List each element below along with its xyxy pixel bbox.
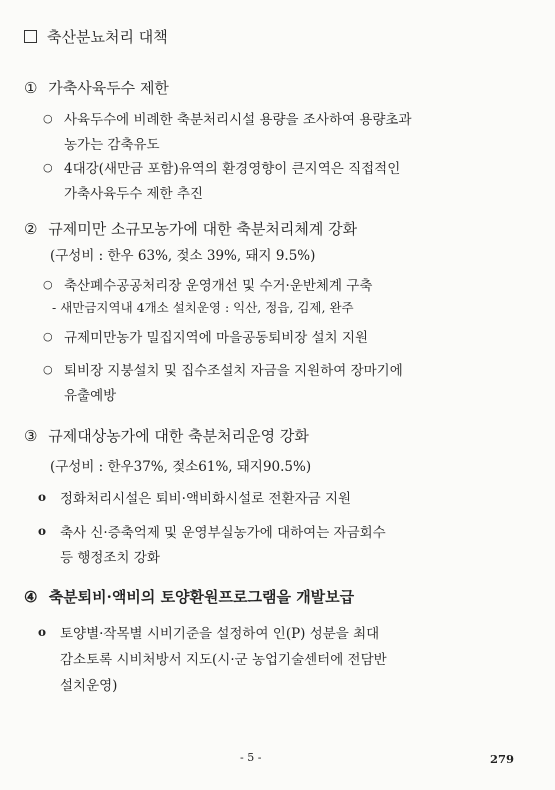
bullet-icon: ○ [43, 278, 53, 291]
bullet-icon: ○ [43, 363, 53, 376]
section-heading-1 [24, 77, 169, 98]
section-number: ① [24, 79, 38, 97]
item-line: 4대강(새만금 포함)유역의 환경영향이 큰지역은 직접적인 [64, 161, 401, 177]
section-heading-2 [24, 218, 357, 239]
bullet-icon: ○ [43, 330, 53, 343]
section-note: (구성비 : 한우37%, 젖소61%, 돼지90.5%) [50, 459, 312, 475]
item-line: 유출예방 [64, 388, 117, 404]
section-heading-text: 축분퇴비·액비의 토양환원프로그램을 개발보급 [48, 588, 355, 606]
checkbox-icon [24, 30, 37, 43]
section-heading-3 [24, 425, 309, 446]
section-heading-text: 규제미만 소규모농가에 대한 축분처리체계 강화 [48, 220, 358, 238]
item-line: 규제미만농가 밀집지역에 마을공동퇴비장 설치 지원 [64, 330, 369, 346]
bullet-icon: o [38, 490, 47, 504]
page-number: 279 [490, 752, 515, 766]
section-note: (구성비 : 한우 63%, 젖소 39%, 돼지 9.5%) [50, 248, 316, 264]
item-line: 감소토록 시비처방서 지도(시·군 농업기술센터에 전담반 [60, 652, 387, 668]
item-line: 사육두수에 비례한 축분처리시설 용량을 조사하여 용량초과 [64, 112, 412, 128]
section-number: ④ [24, 588, 38, 606]
item-line: 축사 신·증축억제 및 운영부실농가에 대하여는 자금회수 [60, 525, 386, 541]
item-line: 농가는 감축유도 [64, 137, 160, 153]
item-line: 축산폐수공공처리장 운영개선 및 수거·운반체계 구축 [64, 278, 373, 294]
section-number: ② [24, 220, 38, 238]
document-title [24, 26, 168, 47]
bullet-icon: ○ [43, 161, 53, 174]
item-line: 가축사육두수 제한 추진 [64, 186, 203, 202]
item-line: 등 행정조치 강화 [60, 550, 160, 566]
item-line: 정화처리시설은 퇴비·액비화시설로 전환자금 지원 [60, 491, 352, 507]
section-heading-4 [24, 586, 354, 607]
document-title-text: 축산분뇨처리 대책 [47, 28, 168, 46]
item-sub-line: - 새만금지역내 4개소 설치운영 : 익산, 정읍, 김제, 완주 [52, 300, 354, 315]
item-line: 토양별·작목별 시비기준을 설정하여 인(P) 성분을 최대 [60, 626, 380, 642]
item-line: 퇴비장 지붕설치 및 집수조설치 자금을 지원하여 장마기에 [64, 363, 403, 379]
bullet-icon: o [38, 625, 47, 639]
section-number: ③ [24, 427, 38, 445]
section-heading-text: 규제대상농가에 대한 축분처리운영 강화 [48, 427, 309, 445]
section-heading-text: 가축사육두수 제한 [48, 79, 169, 97]
page-label: - 5 - [240, 751, 262, 764]
bullet-icon: o [38, 524, 47, 538]
item-line: 설치운영) [60, 678, 118, 694]
bullet-icon: ○ [43, 112, 53, 125]
